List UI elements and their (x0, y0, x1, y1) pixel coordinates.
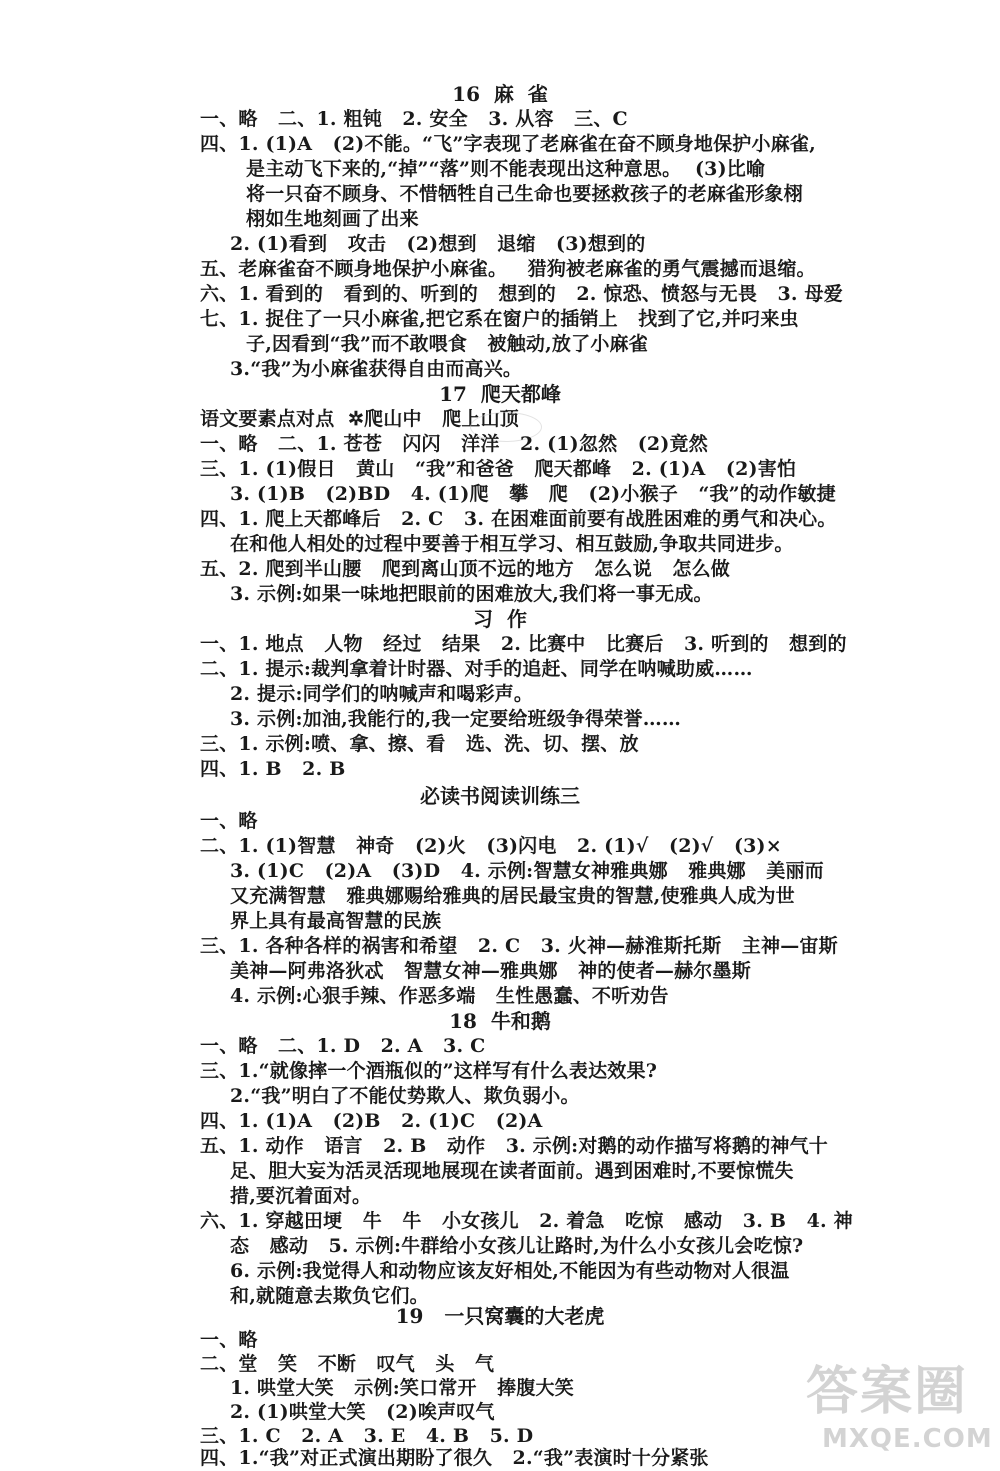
text-line: 三、1.“就像摔一个酒瓶似的”这样写有什么表达效果? (200, 1060, 658, 1082)
text-line: 1. 哄堂大笑 示例:笑口常开 捧腹大笑 (230, 1377, 574, 1399)
text-line: 美神—阿弗洛狄忒 智慧女神—雅典娜 神的使者—赫尔墨斯 (230, 960, 751, 982)
text-line: 3. 示例:如果一味地把眼前的困难放大,我们将一事无成。 (230, 583, 713, 605)
section-title-16: 16 麻 雀 (452, 82, 548, 106)
watermark-text: 答案圈 (806, 1362, 969, 1422)
text-line: 6. 示例:我觉得人和动物应该友好相处,不能因为有些动物对人很温 (230, 1260, 790, 1282)
text-line: 态 感动 5. 示例:牛群给小女孩儿让路时,为什么小女孩儿会吃惊? (230, 1235, 804, 1257)
section-title-18: 18 牛和鹅 (449, 1009, 551, 1033)
text-line: 三、1. C 2. A 3. E 4. B 5. D (200, 1425, 534, 1447)
text-line: 和,就随意去欺负它们。 (230, 1285, 429, 1307)
text-line: 界上具有最高智慧的民族 (230, 910, 442, 932)
text-line: 五、老麻雀奋不顾身地保护小麻雀。 猎狗被老麻雀的勇气震撼而退缩。 (200, 258, 816, 280)
text-line: 3. 示例:加油,我能行的,我一定要给班级争得荣誉…… (230, 708, 682, 730)
text-line: 四、1. 爬上天都峰后 2. C 3. 在困难面前要有战胜困难的勇气和决心。 (200, 508, 837, 530)
text-line: 将一只奋不顾身、不惜牺牲自己生命也要拯救孩子的老麻雀形象栩 (246, 183, 803, 205)
section-title-17: 17 爬天都峰 (439, 382, 561, 406)
text-line: 3. (1)C (2)A (3)D 4. 示例:智慧女神雅典娜 雅典娜 美丽而 (230, 860, 824, 882)
text-line: 五、1. 动作 语言 2. B 动作 3. 示例:对鹅的动作描写将鹅的神气十 (200, 1135, 829, 1157)
text-line: 三、1. (1)假日 黄山 “我”和爸爸 爬天都峰 2. (1)A (2)害怕 (200, 458, 797, 480)
text-line: 三、1. 示例:喷、拿、擦、看 选、洗、切、摆、放 (200, 733, 639, 755)
text-line: 四、1. B 2. B (200, 758, 346, 780)
text-line: 2. 提示:同学们的呐喊声和喝彩声。 (230, 683, 534, 705)
text-line: 语文要素点对点 ✲爬山中 爬上山顶 (200, 408, 519, 430)
watermark-logo (800, 1362, 993, 1462)
text-line: 一、略 (200, 1329, 258, 1351)
watermark-url: MXQE.COM (822, 1424, 993, 1454)
text-line: 足、胆大妄为活灵活现地展现在读者面前。遇到困难时,不要惊慌失 (230, 1160, 794, 1182)
text-line: 栩如生地刻画了出来 (246, 208, 419, 230)
text-line: 二、1. (1)智慧 神奇 (2)火 (3)闪电 2. (1)√ (2)√ (3)× (200, 835, 782, 857)
text-line: 六、1. 看到的 看到的、听到的 想到的 2. 惊恐、愤怒与无畏 3. 母爱 (200, 283, 843, 305)
text-line: 一、略 二、1. D 2. A 3. C (200, 1035, 486, 1057)
section-title-19: 19 一只窝囊的大老虎 (395, 1304, 605, 1328)
text-line: 子,因看到“我”而不敢喂食 被触动,放了小麻雀 (246, 333, 648, 355)
text-line: 3. (1)B (2)BD 4. (1)爬 攀 爬 (2)小猴子 “我”的动作敏捷 (230, 483, 836, 505)
text-line: 二、堂 笑 不断 叹气 头 气 (200, 1353, 495, 1375)
text-line: 2. (1)看到 攻击 (2)想到 退缩 (3)想到的 (230, 233, 646, 255)
text-line: 四、1. (1)A (2)不能。“飞”字表现了老麻雀在奋不顾身地保护小麻雀, (200, 133, 816, 155)
section-title-writing: 习 作 (473, 607, 527, 631)
text-line: 2. (1)哄堂大笑 (2)唉声叹气 (230, 1401, 495, 1423)
text-line: 七、1. 捉住了一只小麻雀,把它系在窗户的插销上 找到了它,并叼来虫 (200, 308, 799, 330)
text-line: 四、1.“我”对正式演出期盼了很久 2.“我”表演时十分紧张 (200, 1447, 709, 1469)
text-line: 五、2. 爬到半山腰 爬到离山顶不远的地方 怎么说 怎么做 (200, 558, 730, 580)
text-line: 4. 示例:心狠手辣、作恶多端 生性愚蠢、不听劝告 (230, 985, 669, 1007)
text-line: 一、略 (200, 810, 258, 832)
text-line: 一、略 二、1. 苍苍 闪闪 洋洋 2. (1)忽然 (2)竟然 (200, 433, 708, 455)
text-line: 3.“我”为小麻雀获得自由而高兴。 (230, 358, 523, 380)
text-line: 一、略 二、1. 粗钝 2. 安全 3. 从容 三、C (200, 108, 628, 130)
text-line: 四、1. (1)A (2)B 2. (1)C (2)A (200, 1110, 543, 1132)
text-line: 2.“我”明白了不能仗势欺人、欺负弱小。 (230, 1085, 580, 1107)
text-line: 一、1. 地点 人物 经过 结果 2. 比赛中 比赛后 3. 听到的 想到的 (200, 633, 847, 655)
text-line: 是主动飞下来的,“掉”“落”则不能表现出这种意思。 (3)比喻 (246, 158, 766, 180)
section-title-reading-3: 必读书阅读训练三 (420, 784, 580, 808)
text-line: 措,要沉着面对。 (230, 1185, 372, 1207)
text-line: 六、1. 穿越田埂 牛 牛 小女孩儿 2. 着急 吃惊 感动 3. B 4. 神 (200, 1210, 853, 1232)
text-line: 三、1. 各种各样的祸害和希望 2. C 3. 火神—赫淮斯托斯 主神—宙斯 (200, 935, 838, 957)
text-line: 二、1. 提示:裁判拿着计时器、对手的追赶、同学在呐喊助威…… (200, 658, 753, 680)
text-line: 又充满智慧 雅典娜赐给雅典的居民最宝贵的智慧,使雅典人成为世 (230, 885, 795, 907)
text-line: 在和他人相处的过程中要善于相互学习、相互鼓励,争取共同进步。 (230, 533, 794, 555)
